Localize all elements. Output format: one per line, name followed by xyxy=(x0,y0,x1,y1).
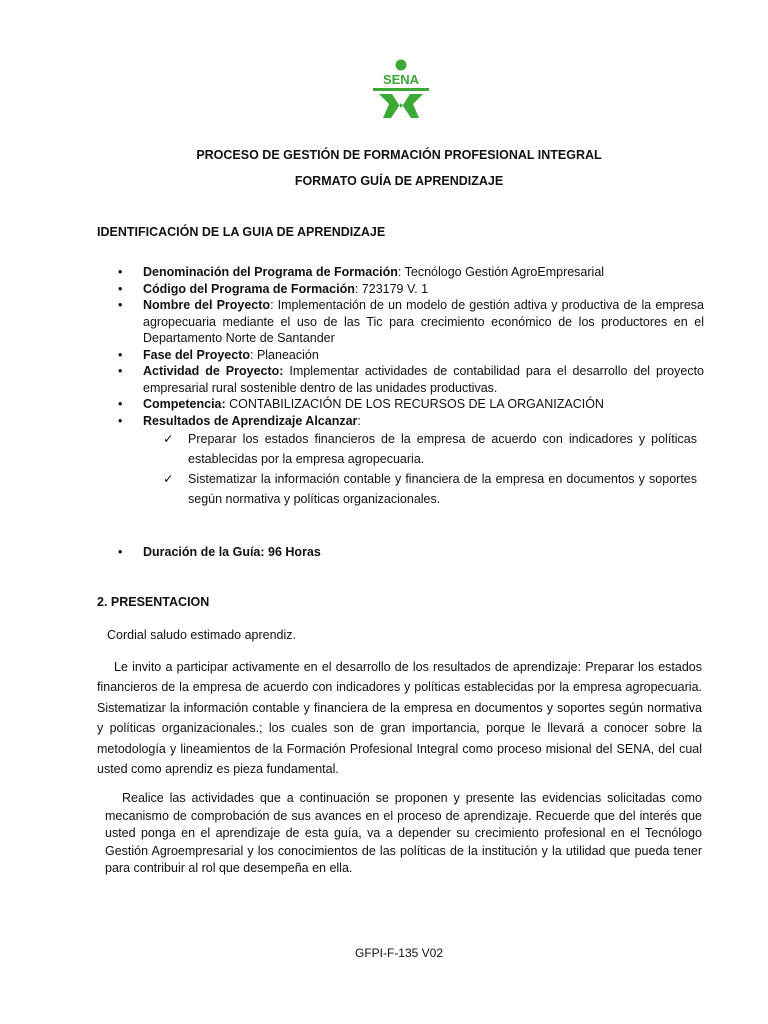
format-title: FORMATO GUÍA DE APRENDIZAJE xyxy=(294,174,504,188)
list-item-program: • Denominación del Programa de Formación: Tecnólogo Gestión AgroEmpresarial xyxy=(118,265,605,279)
list-item-results: • Resultados de Aprendizaje Alcanzar: xyxy=(118,413,361,428)
greeting: Cordial saludo estimado aprendiz. xyxy=(107,628,296,642)
identification-title: IDENTIFICACIÓN DE LA GUIA DE APRENDIZAJE xyxy=(97,225,386,239)
list-item-activity: • Actividad de Proyecto: Implementar actividades de contabilidad para el desarrollo del proyecto empresarial rural sostenible dentro de las unidades productivas. xyxy=(118,364,704,395)
list-item-code: • Código del Programa de Formación: 723179 V. 1 xyxy=(118,281,429,296)
list-item-project: • Nombre del Proyecto: Implementación de un modelo de gestión adtiva y productiva de la empresa agropecuaria mediante el uso de las Tic para crecimiento económico de los productores en el Departamento Norte de Santander xyxy=(118,298,704,345)
list-item-phase: • Fase del Proyecto: Planeación xyxy=(118,347,319,362)
list-item-competency: • Competencia: CONTABILIZACIÓN DE LOS RECURSOS DE LA ORGANIZACIÓN xyxy=(118,397,604,411)
presentation-title: 2. PRESENTACION xyxy=(97,595,210,609)
check-icon: ✓ xyxy=(163,472,174,486)
sena-logo-graphic xyxy=(369,58,433,122)
identification-list xyxy=(118,264,704,509)
process-title: PROCESO DE GESTIÓN DE FORMACIÓN PROFESIONAL INTEGRAL xyxy=(196,148,602,162)
svg-text:SENA: SENA xyxy=(382,72,420,87)
result-item: ✓ Preparar los estados financieros de la empresa de acuerdo con indicadores y políticas establecidas por la empresa agropecuaria. xyxy=(163,429,697,469)
document-code: GFPI-F-135 V02 xyxy=(354,946,444,960)
result-item: ✓ Sistematizar la información contable y financiera de la empresa en documentos y soportes según normativa y políticas organizacionales. xyxy=(163,469,697,509)
check-icon: ✓ xyxy=(163,432,174,446)
duration: • Duración de la Guía: 96 Horas xyxy=(118,545,321,559)
presentation-paragraph-2: Realice las actividades que a continuación se proponen y presente las evidencias solicitadas como mecanismo de comprobación de sus avances en el proceso de aprendizaje. Recuerde que del interés que usted ponga en el aprendizaje de esta guía, va a depender su crecimiento profesional en el Tecnólogo Gestión Agroempresarial y los conocimientos de las políticas de la institución y la utilidad que pueda tener para contribuir al rol que desempeña en ella. xyxy=(105,791,702,875)
sena-logo xyxy=(369,58,433,122)
presentation-paragraph-1: Le invito a participar activamente en el desarrollo de los resultados de aprendizaje: Preparar los estados financieros de la empresa de acuerdo con indicadores y políticas establecidas por la empresa agropecuaria. Sistematizar la información contable y financiera de la empresa en documentos y soportes según normativa y políticas organizacionales.; los cuales son de gran importancia, porque le llevará a conocer sobre la metodología y lineamientos de la Formación Profesional Integral como proceso misional del SENA, del cual usted como aprendiz es pieza fundamental. xyxy=(97,660,702,777)
